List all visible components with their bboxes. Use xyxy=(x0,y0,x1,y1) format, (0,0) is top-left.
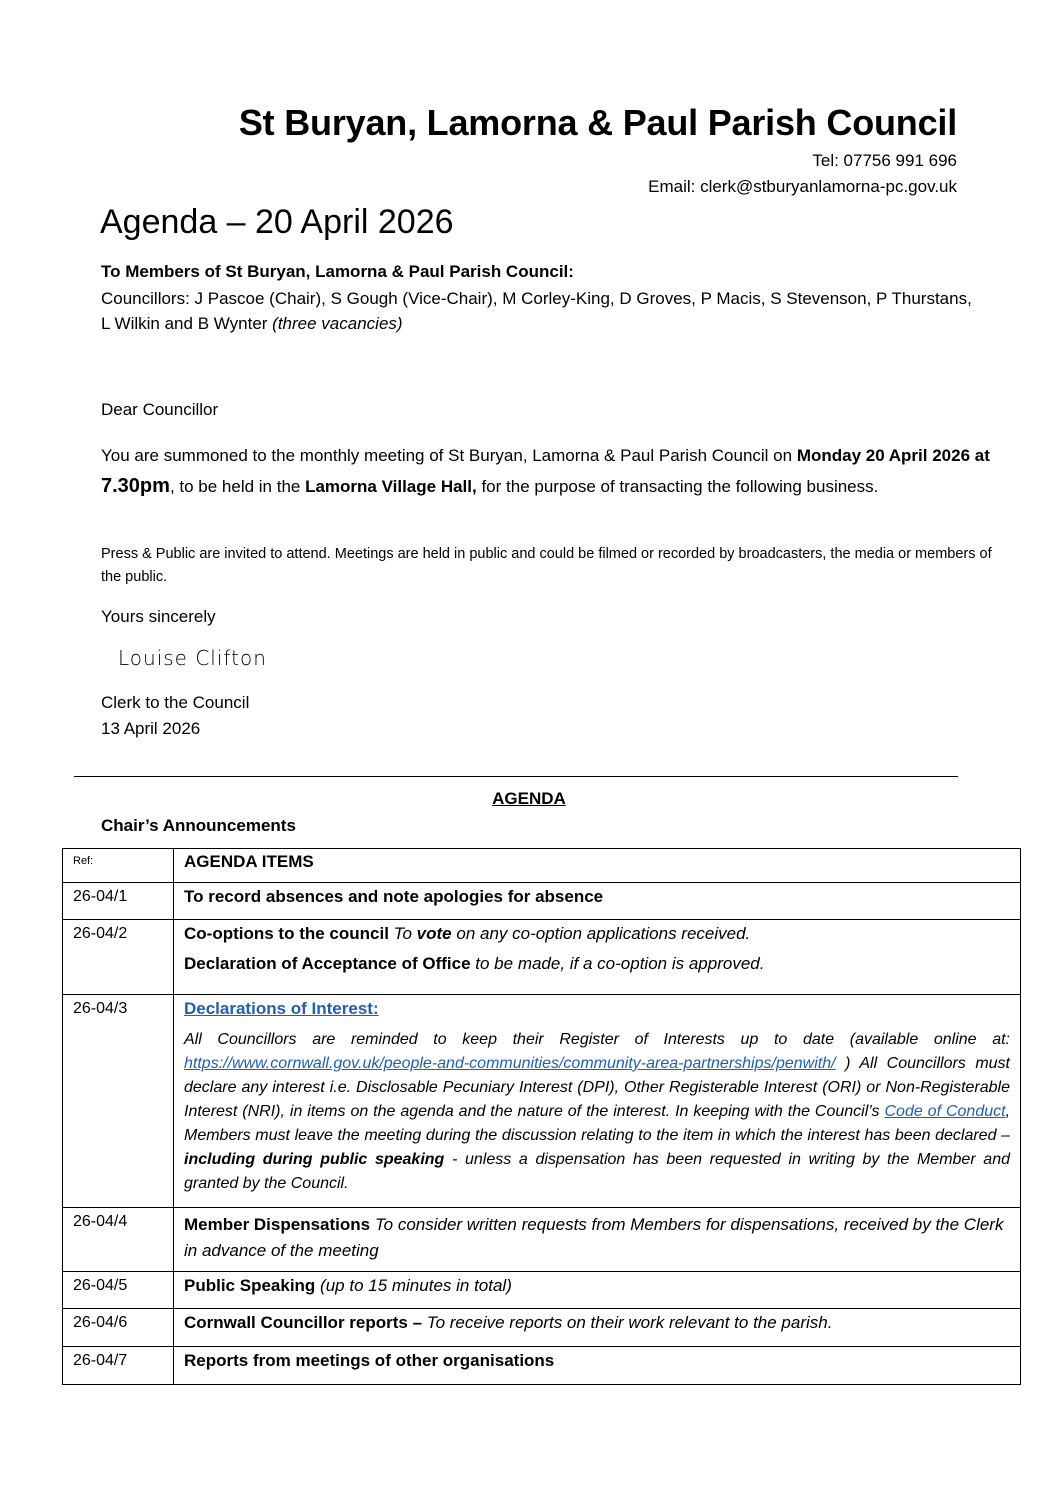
councillors-list xyxy=(101,286,981,336)
item-note: To receive reports on their work relevant to the parish. xyxy=(426,1313,833,1332)
item-content xyxy=(174,920,1021,995)
item-ref: 26-04/6 xyxy=(63,1309,174,1347)
item-title-2: Declaration of Acceptance of Office xyxy=(184,954,476,973)
table-row xyxy=(63,1272,1021,1309)
item-content xyxy=(174,1208,1021,1272)
item-ref: 26-04/5 xyxy=(63,1272,174,1309)
agenda-table xyxy=(62,848,1021,1385)
summons-text-1: You are summoned to the monthly meeting of St Buryan, Lamorna & Paul Parish Council on xyxy=(101,446,797,465)
letter-date: 13 April 2026 xyxy=(101,719,201,738)
register-url-link[interactable]: https://www.cornwall.gov.uk/people-and-communities/community-area-partnerships/penwith/ xyxy=(184,1055,836,1072)
item-note-emphasis: vote xyxy=(416,924,452,943)
summons-venue: Lamorna Village Hall, xyxy=(305,477,477,496)
item-ref: 26-04/7 xyxy=(63,1347,174,1385)
item-title: Member Dispensations xyxy=(184,1215,375,1234)
agenda-label: AGENDA xyxy=(492,789,566,808)
members-heading: To Members of St Buryan, Lamorna & Paul Parish Council: xyxy=(101,262,574,281)
item-note-2: to be made, if a co-option is approved. xyxy=(475,954,765,973)
body-text: ) All Councillors must declare any interest i.e. Disclosable Pecuniary Interest (DPI), Other Registerable Interest (ORI) or Non-Registerable Interest (NRI), in items on the agenda and the nature of the interest. In keeping with the Council’s xyxy=(184,1055,1010,1120)
item-content xyxy=(174,1272,1021,1309)
table-row xyxy=(63,920,1021,995)
declarations-body xyxy=(184,1028,1010,1196)
code-of-conduct-link[interactable]: Code of Conduct xyxy=(884,1103,1006,1120)
item-note: To xyxy=(393,924,417,943)
summons-paragraph xyxy=(101,440,1001,502)
councillors-names: Councillors: J Pascoe (Chair), S Gough (Vice-Chair), M Corley-King, D Groves, P Macis, S Stevenson, P Thurstans, L Wilkin and B Wynter xyxy=(101,289,972,333)
item-note: To consider written requests from Members for dispensations, received by the Clerk in advance of the meeting xyxy=(184,1215,1004,1260)
body-text: All Councillors are reminded to keep their Register of Interests up to date (available online at: xyxy=(184,1031,1010,1048)
table-row xyxy=(63,995,1021,1208)
clerk-role: Clerk to the Council xyxy=(101,693,250,712)
vacancies-note: (three vacancies) xyxy=(272,314,403,333)
body-emphasis: including during public speaking xyxy=(184,1151,445,1168)
contact-tel: Tel: 07756 991 696 xyxy=(812,151,957,170)
item-note: on any co-option applications received. xyxy=(451,924,751,943)
table-row xyxy=(63,1347,1021,1385)
press-notice: Press & Public are invited to attend. Meetings are held in public and could be filmed or recorded by broadcasters, the media or members of the public. xyxy=(101,546,992,585)
item-ref: 26-04/1 xyxy=(63,883,174,920)
summons-text-2: , to be held in the xyxy=(169,477,306,496)
item-ref: 26-04/4 xyxy=(63,1208,174,1272)
item-title: Public Speaking xyxy=(184,1276,321,1295)
table-row xyxy=(63,883,1021,920)
body-text: - unless a dispensation has been requested in writing by the Member and granted by the Council. xyxy=(184,1151,1011,1192)
table-row xyxy=(63,1208,1021,1272)
clerk-signature: Louise Clifton xyxy=(118,646,267,670)
contact-email: Email: clerk@stburyanlamorna-pc.gov.uk xyxy=(648,177,957,196)
body-text: , Members must leave the meeting during the discussion relating to the item in which the interest has been declared – xyxy=(184,1103,1011,1144)
summons-date: Monday 20 April 2026 at xyxy=(796,446,990,465)
summons-text-3: for the purpose of transacting the following business. xyxy=(476,477,879,496)
item-title: Reports from meetings of other organisations xyxy=(174,1347,1021,1385)
summons-time: 7.30pm xyxy=(101,475,170,497)
item-ref: 26-04/2 xyxy=(63,920,174,995)
items-header: AGENDA ITEMS xyxy=(174,849,1021,883)
closing: Yours sincerely xyxy=(101,607,216,626)
item-content xyxy=(174,1309,1021,1347)
table-row xyxy=(63,1309,1021,1347)
declarations-of-interest-link[interactable]: Declarations of Interest: xyxy=(184,999,379,1018)
item-title: To record absences and note apologies for absence xyxy=(174,883,1021,920)
item-ref: 26-04/3 xyxy=(63,995,174,1208)
salutation: Dear Councillor xyxy=(101,400,219,419)
divider xyxy=(74,776,958,777)
council-title: St Buryan, Lamorna & Paul Parish Council xyxy=(238,102,957,143)
table-header-row xyxy=(63,849,1021,883)
item-content xyxy=(174,995,1021,1208)
item-note: (up to 15 minutes in total) xyxy=(320,1276,512,1295)
chairs-announcements: Chair’s Announcements xyxy=(101,816,296,835)
agenda-heading: Agenda – 20 April 2026 xyxy=(100,203,454,241)
item-title: Co-options to the council xyxy=(184,924,394,943)
item-title: Cornwall Councillor reports – xyxy=(184,1313,427,1332)
ref-header: Ref: xyxy=(63,849,174,883)
